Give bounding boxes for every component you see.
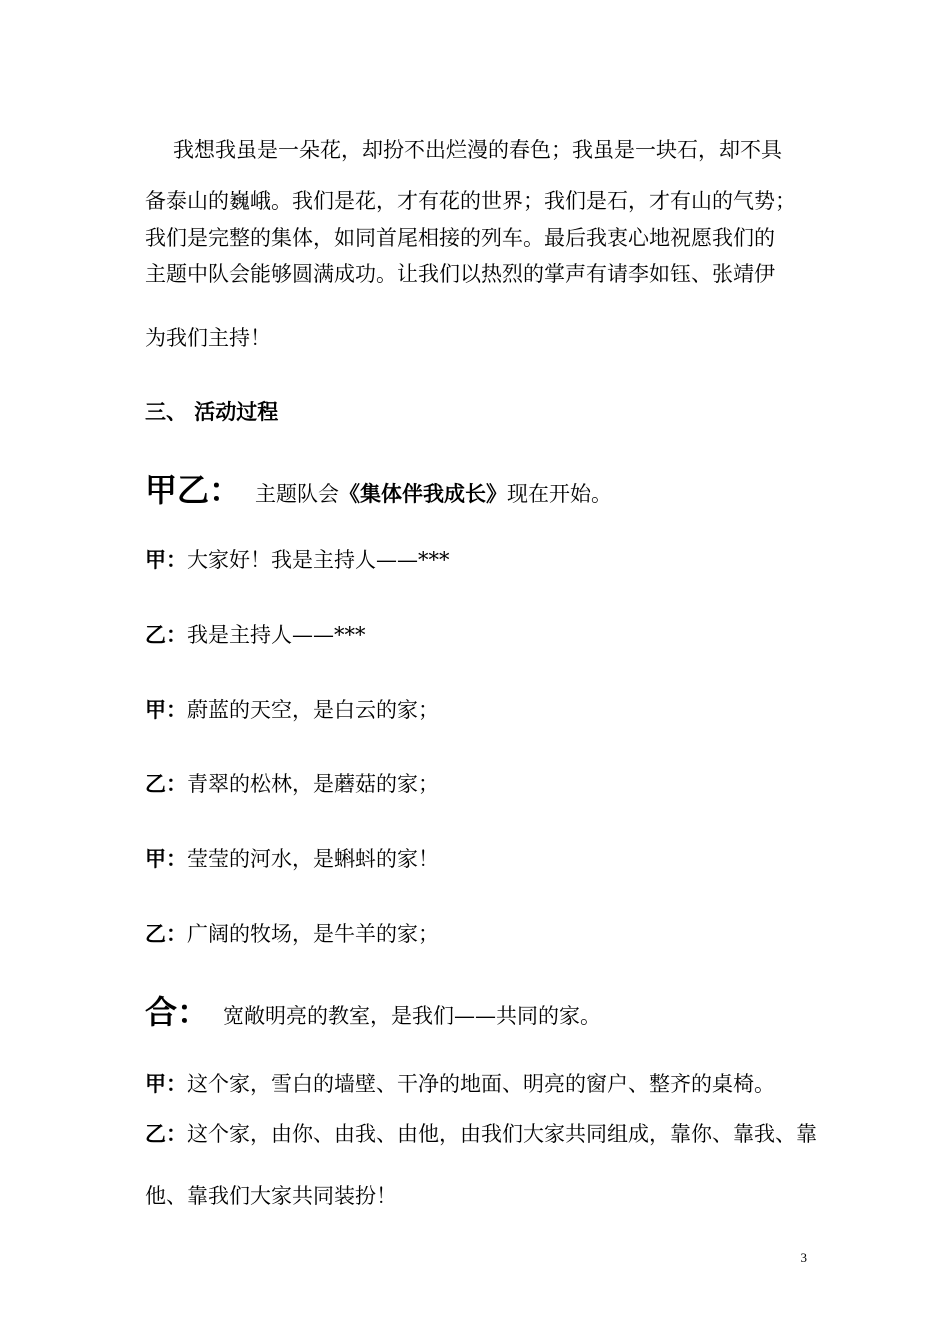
opening-pre: 主题队会 [255, 482, 340, 506]
speaker-label: 乙： [145, 623, 187, 647]
dialogue-text: 莹莹的河水，是蝌蚪的家！ [187, 847, 439, 871]
together-speaker: 合： [145, 993, 210, 1031]
dialogue-line [145, 849, 439, 870]
closing-continuation: 他、靠我们大家共同装扮！ [145, 1184, 397, 1208]
dialogue-line [145, 774, 439, 795]
speaker-label: 乙： [145, 1122, 187, 1146]
dialogue-text: 广阔的牧场，是牛羊的家； [187, 922, 439, 946]
speaker-label: 乙： [145, 772, 187, 796]
intro-line-3: 我们是完整的集体，如同首尾相接的列车。最后我衷心地祝愿我们的 [145, 226, 775, 250]
intro-line-4: 主题中队会能够圆满成功。让我们以热烈的掌声有请李如钰、张靖伊 [145, 262, 775, 286]
dialogue-text: 大家好！我是主持人——*** [187, 548, 450, 572]
together-line [145, 993, 602, 1031]
speaker-label: 甲： [145, 698, 187, 722]
dialogue-line [145, 625, 366, 646]
speaker-label: 甲： [145, 548, 187, 572]
dialogue-text: 蔚蓝的天空，是白云的家； [187, 698, 439, 722]
opening-title: 《集体伴我成长》 [339, 482, 508, 506]
dialogue-line [145, 700, 439, 721]
intro-line-5: 为我们主持！ [145, 326, 271, 350]
speaker-label: 甲： [145, 1072, 187, 1096]
together-text: 宽敞明亮的教室，是我们——共同的家。 [223, 1004, 602, 1028]
dialogue-line [145, 550, 450, 571]
intro-line-2: 备泰山的巍峨。我们是花，才有花的世界；我们是石，才有山的气势； [145, 189, 796, 213]
speaker-label: 甲： [145, 847, 187, 871]
closing-line [145, 1124, 817, 1145]
speaker-label: 乙： [145, 922, 187, 946]
dialogue-line [145, 924, 439, 945]
opening-post: 现在开始。 [507, 482, 613, 506]
closing-line [145, 1074, 775, 1095]
page-number: 3 [800, 1250, 807, 1265]
intro-line-1: 我想我虽是一朵花，却扮不出烂漫的春色；我虽是一块石，却不具 [173, 138, 782, 162]
closing-text: 这个家，雪白的墙壁、干净的地面、明亮的窗户、整齐的桌椅。 [187, 1072, 775, 1096]
dialogue-text: 我是主持人——*** [187, 623, 366, 647]
opening-line [145, 471, 613, 509]
closing-text: 这个家，由你、由我、由他，由我们大家共同组成，靠你、靠我、靠 [187, 1122, 817, 1146]
opening-speaker: 甲乙： [145, 471, 242, 509]
dialogue-text: 青翠的松林，是蘑菇的家； [187, 772, 439, 796]
section-heading: 三、 活动过程 [145, 400, 279, 424]
